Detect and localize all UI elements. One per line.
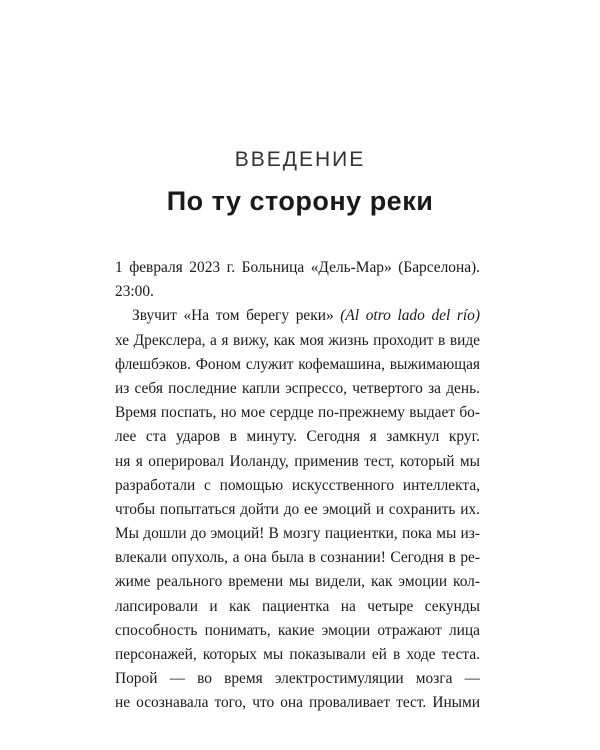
text-fragment: Звучит «На том берегу реки» xyxy=(132,307,341,325)
text-fragment: лапсировали и как пациентка на четыре секунды xyxy=(115,597,480,615)
text-line xyxy=(115,595,480,619)
text-line xyxy=(115,353,480,377)
text-line xyxy=(115,425,480,449)
text-line xyxy=(115,570,480,594)
text-fragment: флешбэков. Фоном служит кофемашина, выжимающая xyxy=(115,355,480,373)
text-fragment: хе Дрекслера, а я вижу, как моя жизнь проходит в виде xyxy=(115,331,480,349)
text-line xyxy=(115,691,480,715)
text-line xyxy=(115,546,480,570)
text-fragment: персонажей, которых мы показывали ей в ходе теста. xyxy=(115,646,480,663)
text-line xyxy=(115,619,480,643)
body-text xyxy=(115,256,480,716)
text-line xyxy=(115,329,480,353)
text-fragment: влекали опухоль, а она была в сознании! Сегодня в ре- xyxy=(115,549,480,567)
text-line xyxy=(115,643,480,667)
text-line xyxy=(115,474,480,498)
section-label: ВВЕДЕНИЕ xyxy=(234,148,366,171)
text-fragment: лее ста ударов в минуту. Сегодня я замкнул круг. xyxy=(115,428,480,446)
text-fragment: не осознавала того, что она проваливает тест. Иными xyxy=(115,694,480,712)
text-line xyxy=(115,377,480,401)
text-fragment: 1 февраля 2023 г. Больница «Дель-Мар» (Барселона). xyxy=(115,259,480,276)
text-fragment: способность понимать, какие эмоции отражают лица xyxy=(115,621,480,639)
text-line xyxy=(115,280,480,304)
text-line xyxy=(115,450,480,474)
text-line xyxy=(115,304,480,328)
text-fragment: из себя последние капли эспрессо, четвертого за день. xyxy=(115,379,480,397)
text-line xyxy=(115,667,480,691)
text-fragment: Время поспать, но мое сердце по-прежнему выдает бо- xyxy=(115,404,480,422)
text-line xyxy=(115,401,480,425)
text-fragment: Мы дошли до эмоций! В мозгу пациентки, пока мы из- xyxy=(115,525,480,543)
text-fragment: 23:00. xyxy=(115,283,154,301)
text-fragment: Порой — во время электростимуляции мозга — xyxy=(115,670,480,688)
text-fragment: жиме реального времени мы видели, как эмоции кол- xyxy=(115,573,480,591)
chapter-title: По ту сторону реки xyxy=(166,186,434,216)
text-fragment: разработали с помощью искусственного интеллекта, xyxy=(115,476,480,494)
text-line xyxy=(115,498,480,522)
text-line xyxy=(115,256,480,280)
text-fragment: чтобы попытаться дойти до ее эмоций и сохранить их. xyxy=(115,500,480,518)
text-line xyxy=(115,522,480,546)
text-fragment: ня я оперировал Иоланду, применив тест, который мы xyxy=(115,452,480,470)
italic-phrase: (Al otro lado del río) xyxy=(340,307,480,325)
